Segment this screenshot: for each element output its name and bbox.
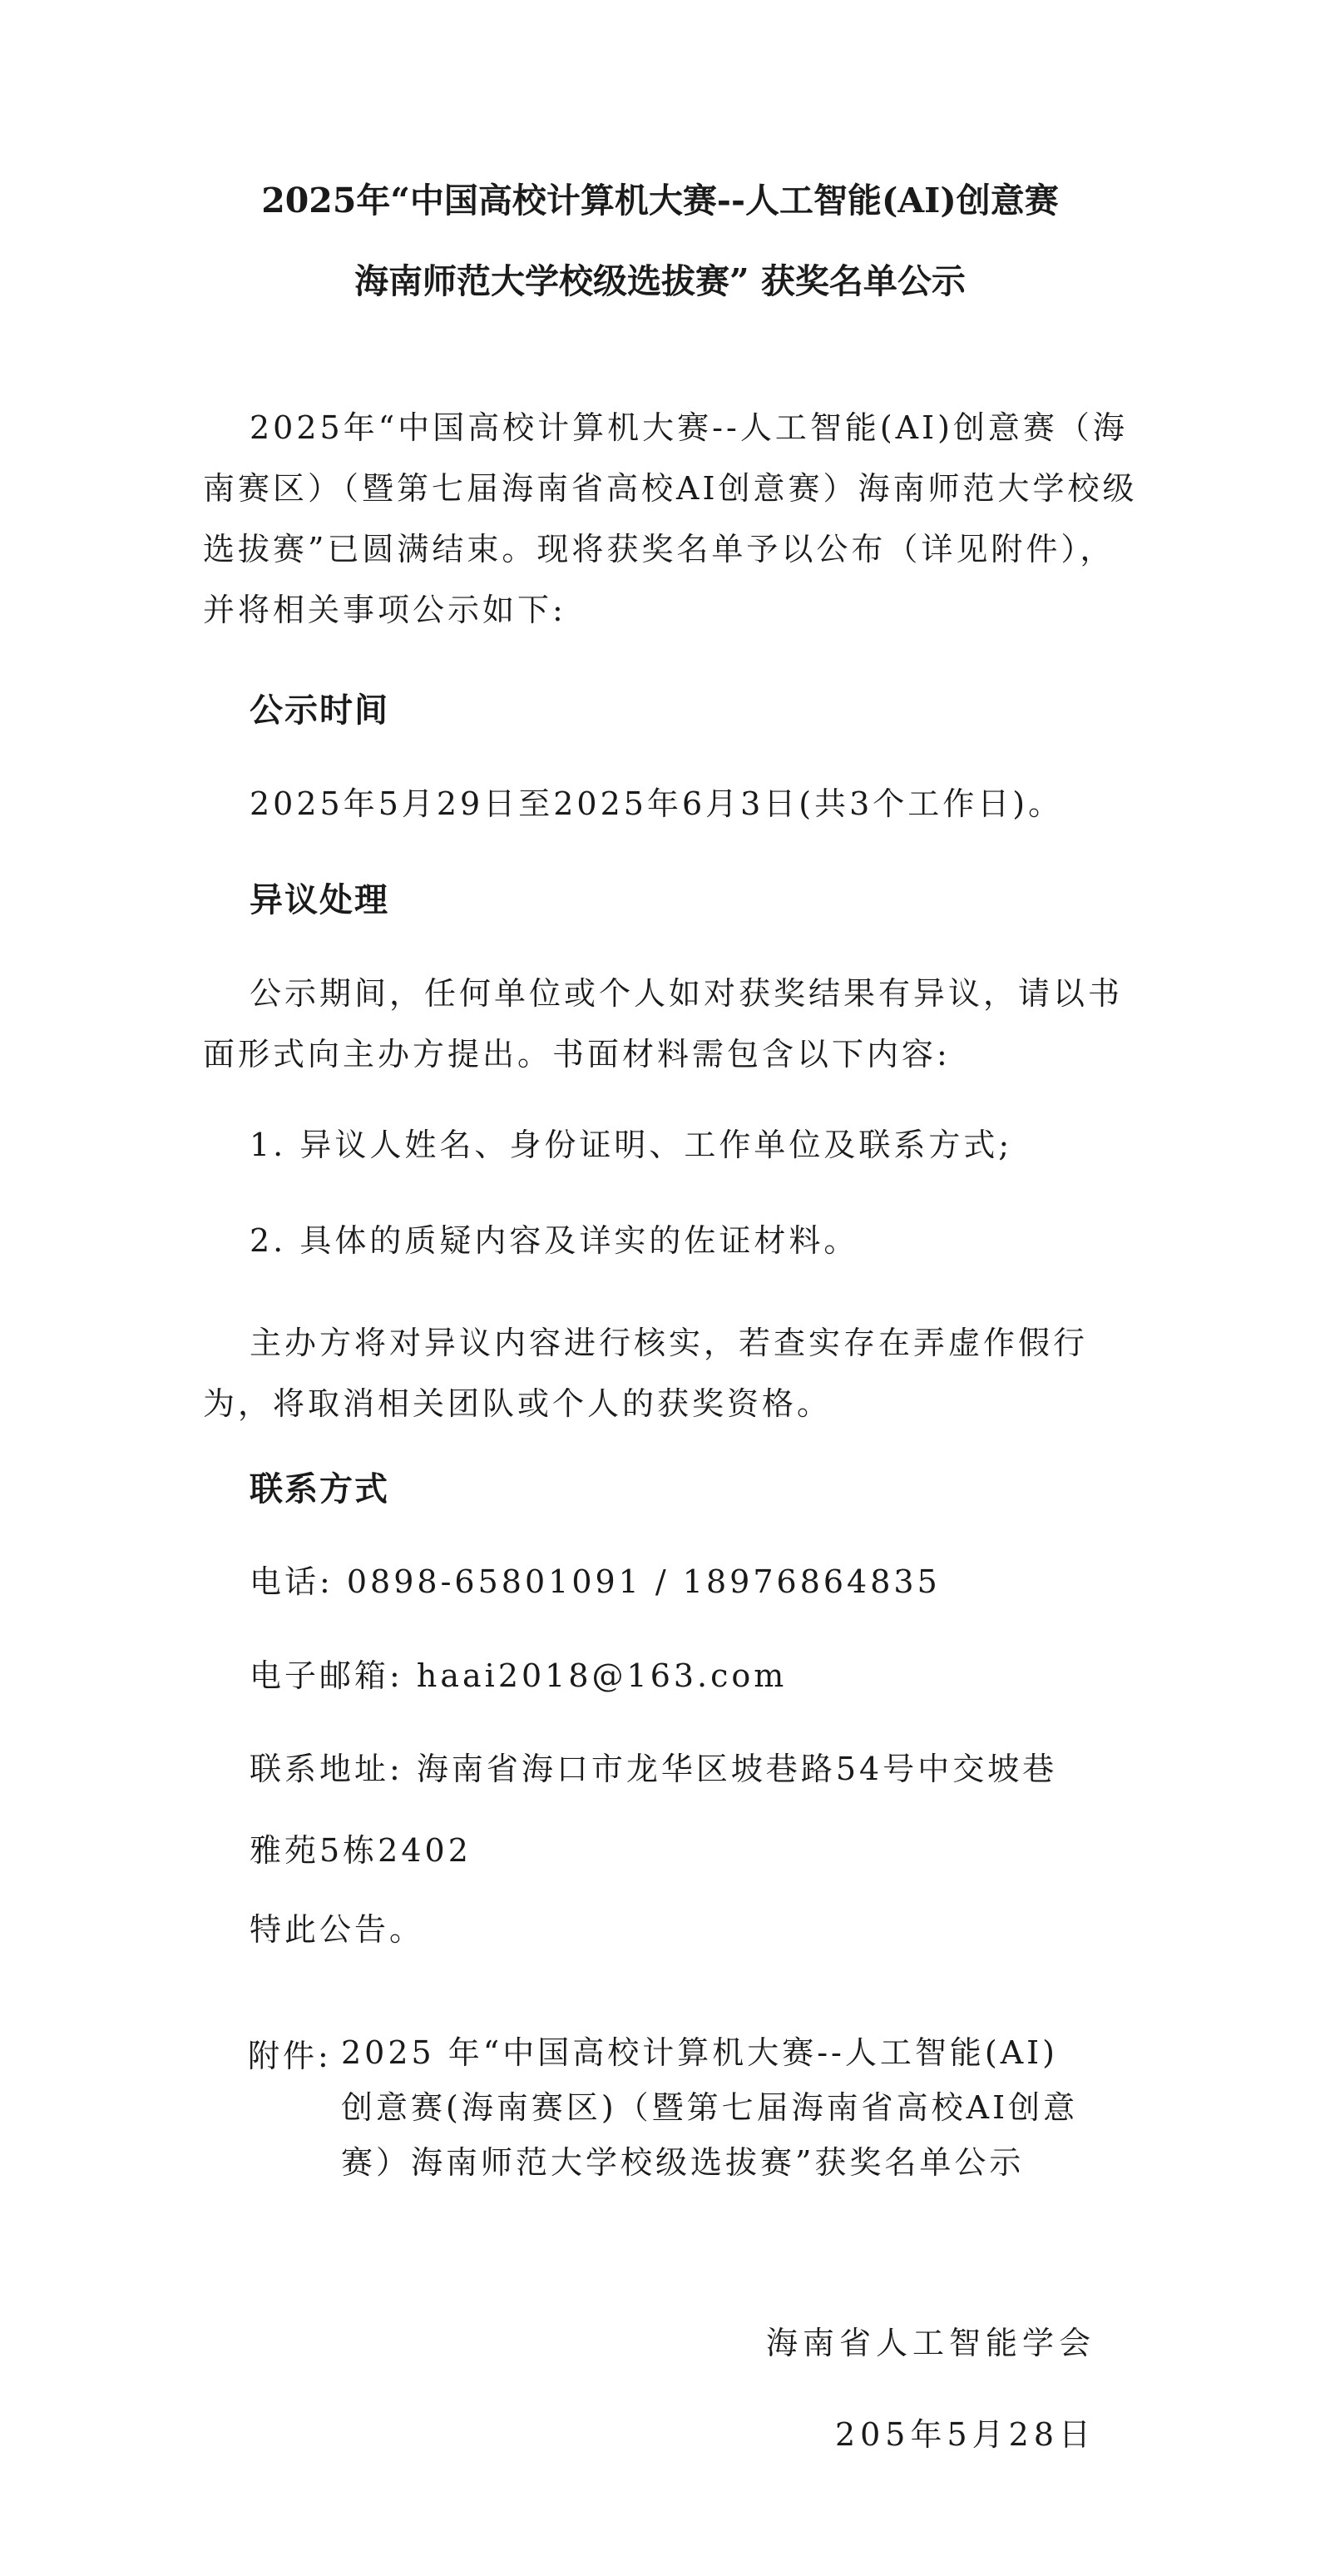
publicity-period-text: 2025年5月29日至2025年6月3日(共3个工作日)。	[250, 785, 1064, 822]
contact-address-line-1: 联系地址: 海南省海口市龙华区坡巷路54号中交坡巷	[250, 1751, 1058, 1787]
section-heading-contact: 联系方式	[250, 1469, 389, 1508]
contact-phone: 电话: 0898-65801091 / 18976864835	[250, 1563, 941, 1600]
objection-requirement-item: 1. 异议人姓名、身份证明、工作单位及联系方式;	[250, 1127, 1013, 1163]
issuing-organization: 海南省人工智能学会	[765, 2325, 1095, 2361]
section-heading-time: 公示时间	[250, 691, 389, 730]
section-heading-objection: 异议处理	[250, 880, 389, 919]
issue-date: 205年5月28日	[834, 2416, 1095, 2453]
document-title-line-1: 2025年“中国高校计算机大赛--人工智能(AI)创意赛	[261, 181, 1059, 220]
objection-requirement-item: 2. 具体的质疑内容及详实的佐证材料。	[250, 1222, 859, 1259]
notice-closing: 特此公告。	[250, 1911, 425, 1948]
objection-paragraph: 公示期间，任何单位或个人如对获奖结果有异议，请以书面形式向主办方提出。书面材料需包含以下内容:	[203, 975, 1124, 1073]
intro-paragraph: 2025年“中国高校计算机大赛--人工智能(AI)创意赛（海南赛区）（暨第七届海南省高校AI创意赛）海南师范大学校级选拔赛”已圆满结束。现将获奖名单予以公布（详见附件），并将相关事项公示如下:	[203, 409, 1138, 628]
contact-address-line-2: 雅苑5栋2402	[250, 1832, 472, 1869]
attachment-text: 2025 年“中国高校计算机大赛--人工智能(AI)创意赛(海南赛区)（暨第七届海南省高校AI创意赛）海南师范大学校级选拔赛”获奖名单公示	[341, 2034, 1079, 2181]
contact-email: 电子邮箱: haai2018@163.com	[250, 1657, 788, 1694]
verification-paragraph: 主办方将对异议内容进行核实，若查实存在弄虚作假行为，将取消相关团队或个人的获奖资格。	[203, 1325, 1089, 1422]
document-title-line-2: 海南师范大学校级选拔赛” 获奖名单公示	[354, 261, 966, 301]
attachment-label: 附件:	[248, 2038, 332, 2074]
